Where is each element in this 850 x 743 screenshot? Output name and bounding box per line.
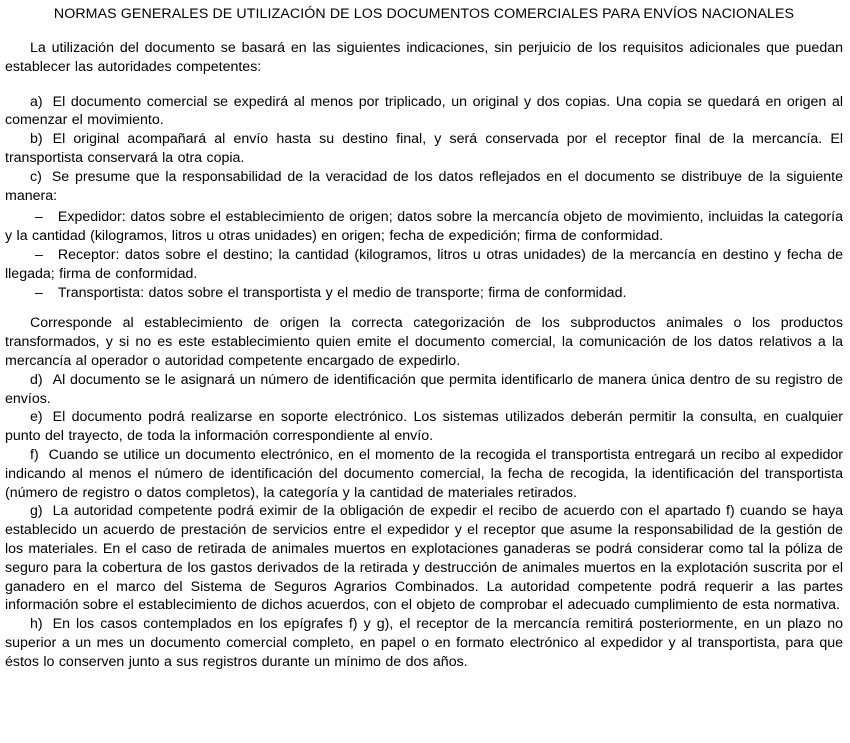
paragraph-text: El documento comercial se expedirá al menos por triplicado, un original y dos copias. Una copia se quedará en origen al comenzar el movimiento.: [5, 93, 843, 129]
paragraph: [5, 371, 843, 409]
item-letter-label: b): [30, 131, 43, 148]
paragraph: [5, 446, 843, 502]
paragraph: [5, 208, 843, 246]
paragraph-text: Corresponde al establecimiento de origen la correcta categorización de los subproductos animales o los productos transformados, y si no es este establecimiento quien emite el documento comercial, la comunicación de los datos relativos a la mercancía al operador o autoridad competente encargado de expedirlo.: [5, 315, 843, 369]
paragraph: [5, 130, 843, 168]
item-letter-label: c): [30, 168, 42, 185]
paragraph-text: Al documento se le asignará un número de identificación que permita identificarlo de manera única dentro de su registro de envíos.: [5, 371, 843, 407]
document-title: NORMAS GENERALES DE UTILIZACIÓN DE LOS DOCUMENTOS COMERCIALES PARA ENVÍOS NACIONALES: [53, 6, 795, 22]
item-letter-label: f): [30, 446, 39, 463]
paragraph: [5, 168, 843, 206]
dash-bullet: –: [35, 284, 43, 301]
paragraph: [5, 314, 843, 370]
paragraph-text: La autoridad competente podrá eximir de la obligación de expedir el recibo de acuerdo con el apartado f) cuando se haya establecido un acuerdo de prestación de servicios entre el expedidor y el receptor que asume la responsabilidad de la gestión de los materiales. En el caso de retirada de animales muertos en explotaciones ganaderas se podrá considerar como tal la póliza de seguro para la cobertura de los gastos derivados de la retirada y destrucción de animales muertos en la explotación suscrita por el ganadero en el marco del Sistema de Seguros Agrarios Combinados. La autoridad competente podrá requerir a las partes información sobre el establecimiento de dichos acuerdos, con el objeto de comprobar el adecuado cumplimiento de esta normativa.: [5, 503, 843, 614]
dash-bullet: –: [35, 246, 43, 263]
document-body: [5, 39, 843, 672]
item-letter-label: e): [30, 409, 43, 426]
paragraph: [5, 408, 843, 446]
item-letter-label: g): [30, 503, 43, 520]
paragraph-text: Receptor: datos sobre el destino; la cantidad (kilogramos, litros u otras unidades) de la mercancía en destino y fecha de llegada; firma de conformidad.: [5, 246, 843, 282]
item-letter-label: h): [30, 616, 43, 633]
paragraph-text: Expedidor: datos sobre el establecimiento de origen; datos sobre la mercancía objeto de movimiento, incluidas la categoría y la cantidad (kilogramos, litros u otras unidades) en origen; fecha de expedición; firma de conformidad.: [5, 209, 843, 245]
paragraph: [5, 502, 843, 615]
paragraph-text: El original acompañará al envío hasta su destino final, y será conservada por el receptor final de la mercancía. El transportista conservará la otra copia.: [5, 131, 843, 166]
dash-bullet: –: [35, 209, 43, 226]
paragraph: [5, 615, 843, 671]
paragraph-text: Cuando se utilice un documento electrónico, en el momento de la recogida el transportista entregará un recibo al expedidor indicando al menos el número de identificación del documento comercial, la fecha de recogida, la identificación del transportista (número de registro o datos completos), la categoría y la cantidad de materiales retirados.: [5, 446, 843, 501]
paragraph: [5, 39, 843, 77]
paragraph-text: En los casos contemplados en los epígrafes f) y g), el receptor de la mercancía remitirá posteriormente, en un plazo no superior a un mes un documento comercial completo, en papel o en formato electrónico al expedidor y al transportista, para que éstos lo conserven junto a sus registros durante un mínimo de dos años.: [5, 616, 843, 670]
item-letter-label: d): [30, 371, 43, 388]
paragraph: [5, 93, 843, 131]
paragraph: [5, 246, 843, 284]
paragraph: [5, 284, 843, 303]
paragraph-text: Transportista: datos sobre el transportista y el medio de transporte; firma de conformidad.: [57, 284, 627, 301]
paragraph-text: La utilización del documento se basará en las siguientes indicaciones, sin perjuicio de los requisitos adicionales que puedan establecer las autoridades competentes:: [5, 40, 843, 75]
paragraph-text: El documento podrá realizarse en soporte electrónico. Los sistemas utilizados deberán permitir la consulta, en cualquier punto del trayecto, de toda la información correspondiente al envío.: [5, 409, 843, 445]
item-letter-label: a): [30, 93, 43, 110]
paragraph-text: Se presume que la responsabilidad de la veracidad de los datos reflejados en el documento se distribuye de la siguiente manera:: [5, 168, 843, 204]
